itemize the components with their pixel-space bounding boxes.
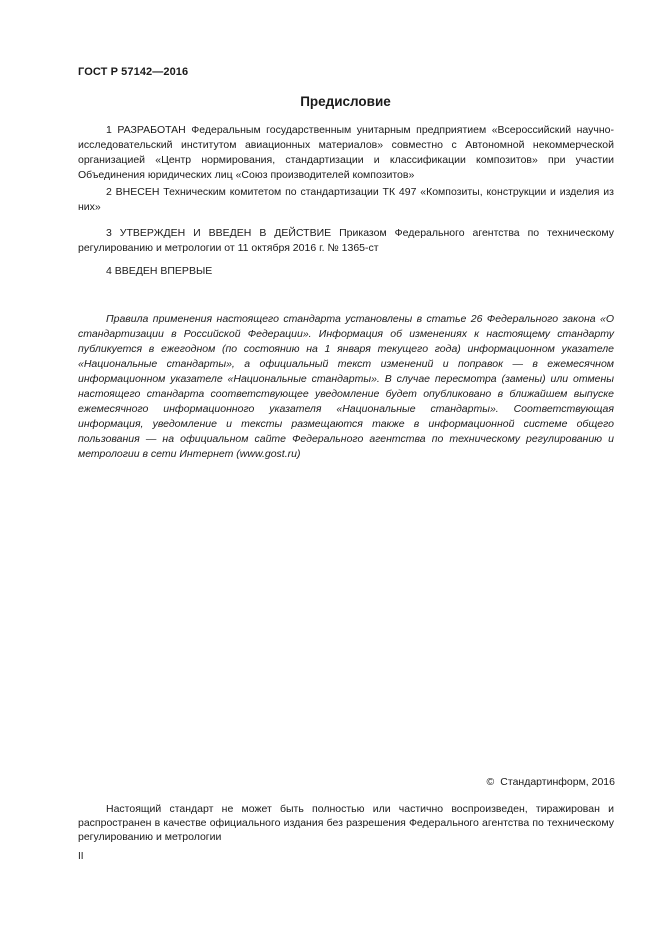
copyright-text: Стандартинформ, 2016 xyxy=(500,776,615,788)
page-number: II xyxy=(78,851,84,862)
foreword-paragraph-4: 4 ВВЕДЕН ВПЕРВЫЕ xyxy=(106,265,213,277)
foreword-paragraph-1: 1 РАЗРАБОТАН Федеральным государственным унитарным предприятием «Всероссийский научно-исследовательский институтом авиационных материалов» совместно с Автономной некоммерческой организацией «Центр нормирования, стандартизации и классификации композитов» при участии Объединения юридических лиц «Союз производителей композитов» xyxy=(78,124,614,181)
standard-number-header: ГОСТ Р 57142—2016 xyxy=(78,66,189,78)
foreword-title: Предисловие xyxy=(300,94,391,109)
reproduction-notice: Настоящий стандарт не может быть полностью или частично воспроизведен, тиражирован и распространен в качестве официального издания без разрешения Федерального агентства по техническому регулированию и метрологии xyxy=(78,803,614,843)
rules-notice: Правила применения настоящего стандарта установлены в статье 26 Федерального закона «О стандартизации в Российской Федерации». Информация об изменениях к настоящему стандарту публикуется в ежегодном (по состоянию на 1 января текущего года) информационном указателе «Национальные стандарты», а официальный текст изменений и поправок — в ежемесячном информационном указателе «Национальные стандарты». В случае пересмотра (замены) или отмены настоящего стандарта соответствующее уведомление будет опубликовано в ближайшем выпуске ежемесячного информационного указателя «Национальные стандарты». Соответствующая информация, уведомление и тексты размещаются также в информационной системе общего пользования — на официальном сайте Федерального агентства по техническому регулированию и метрологии в сети Интернет (www.gost.ru) xyxy=(78,313,614,460)
foreword-paragraph-2: 2 ВНЕСЕН Техническим комитетом по стандартизации ТК 497 «Композиты, конструкции и изделия из них» xyxy=(78,186,614,213)
copyright-symbol: © xyxy=(486,776,495,788)
copyright-line xyxy=(487,776,615,788)
foreword-paragraph-3: 3 УТВЕРЖДЕН И ВВЕДЕН В ДЕЙСТВИЕ Приказом Федерального агентства по техническому регулированию и метрологии от 11 октября 2016 г. № 1365-ст xyxy=(78,227,614,254)
